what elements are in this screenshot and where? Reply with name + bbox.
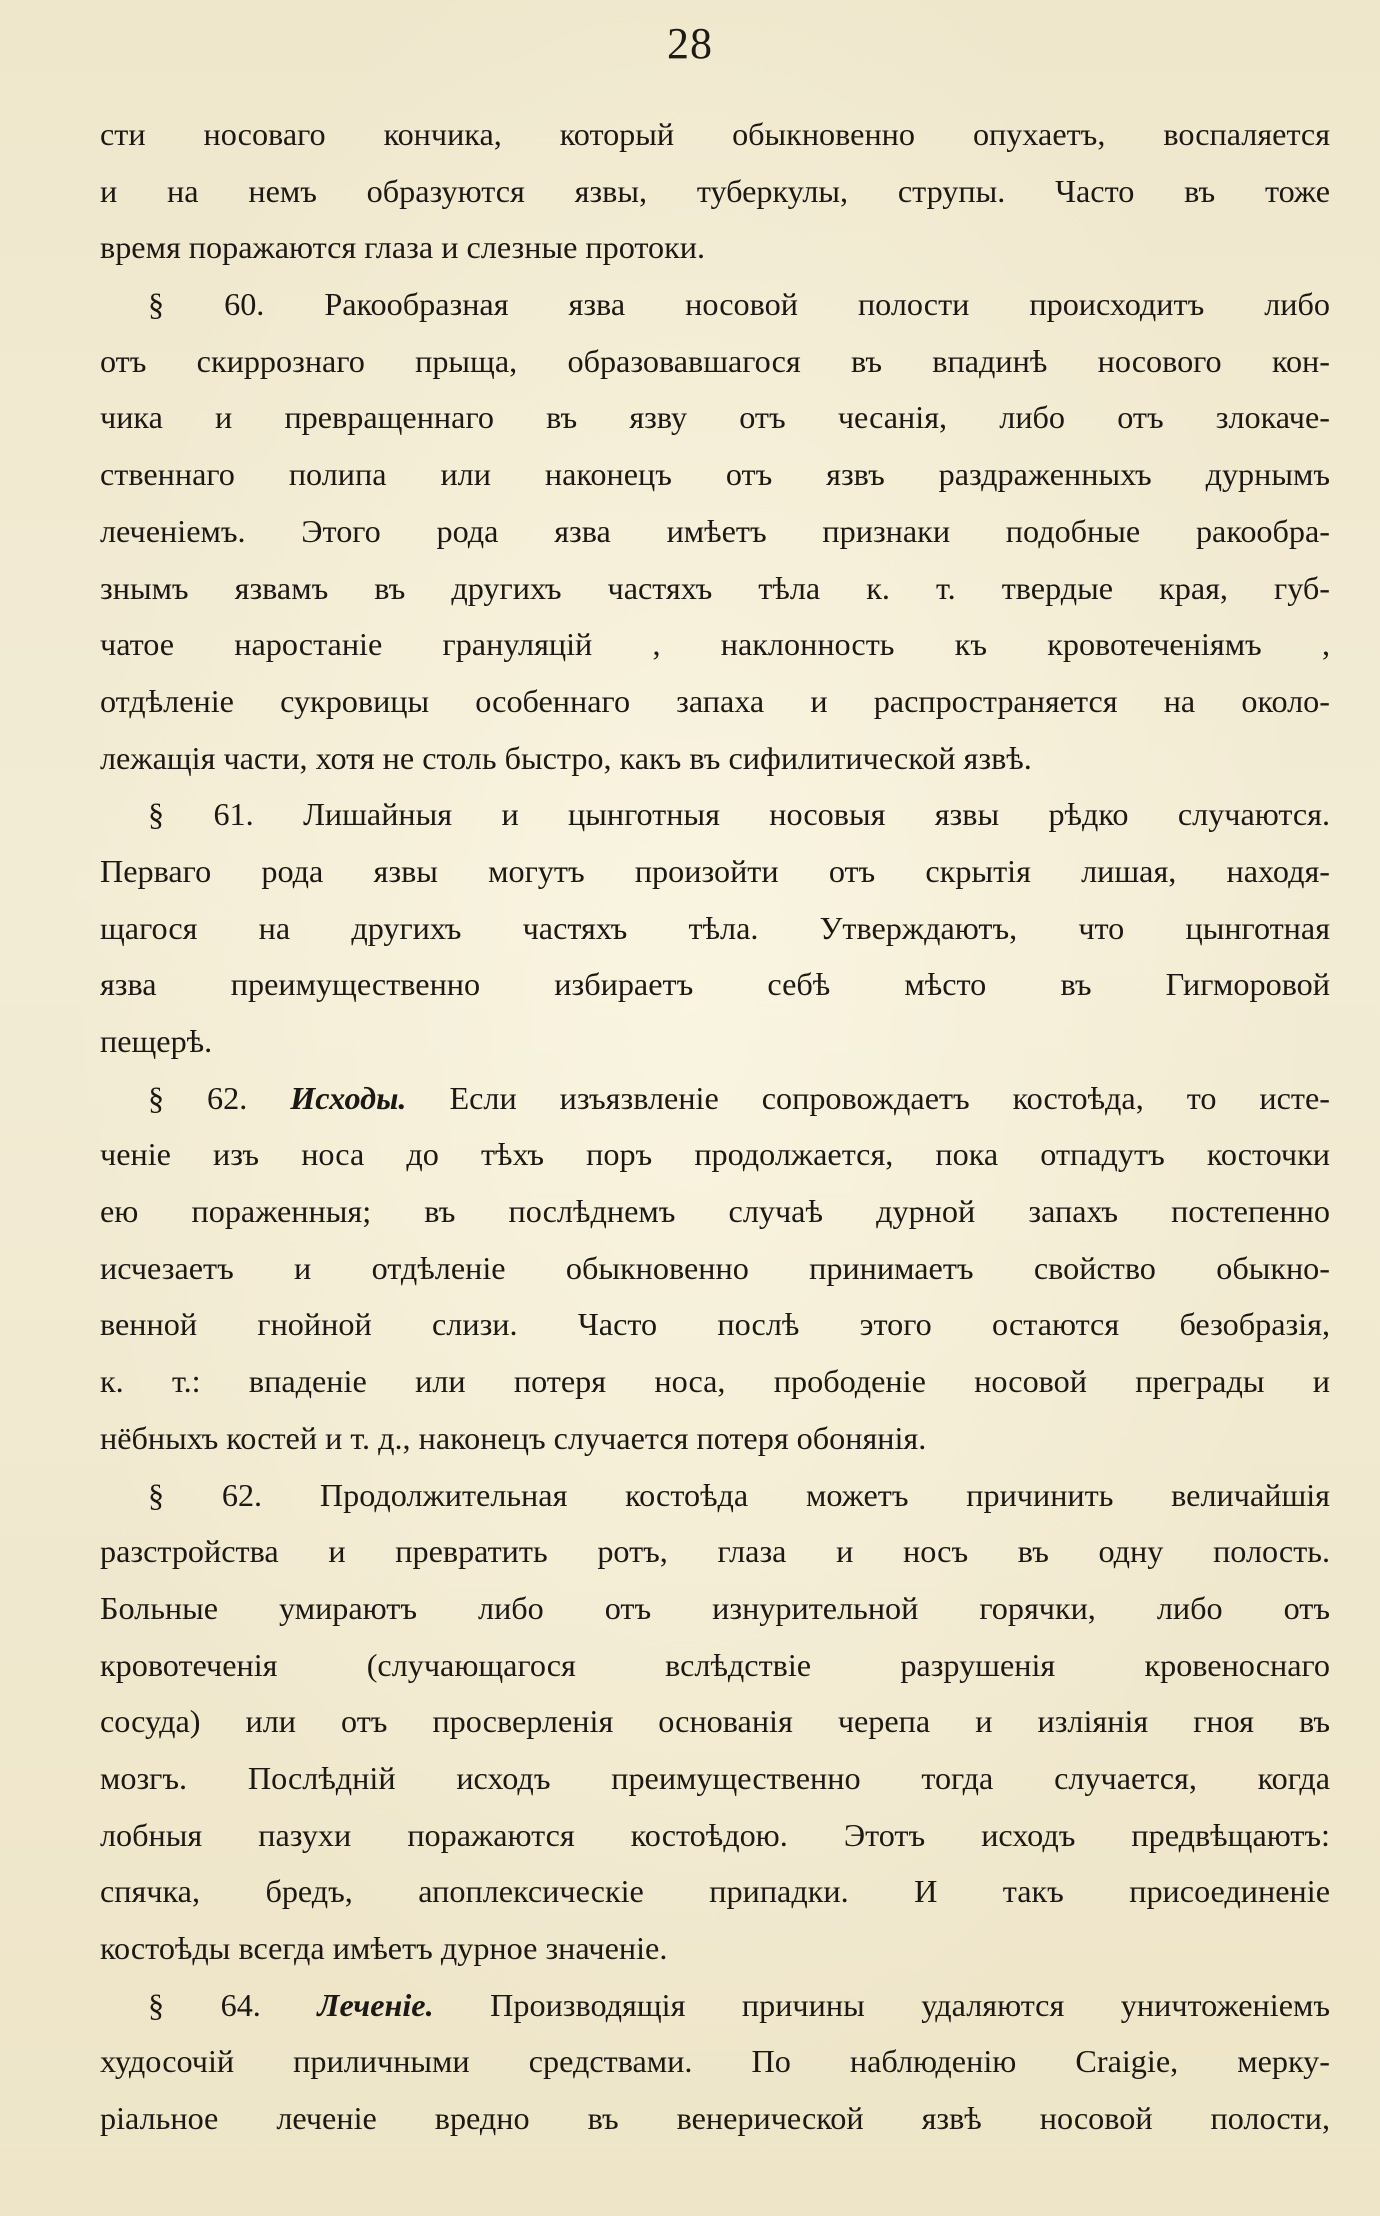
text-span: Лишайныя и цынготныя носовыя язвы рѣдко случаются. — [253, 796, 1330, 833]
page-number: 28 — [667, 19, 713, 68]
text-span: Производящія причины удаляются уничтоженіемъ — [433, 1986, 1330, 2023]
text-line: разстройства и превратить ротъ, глаза и носъ въ одну полость. — [100, 1533, 1330, 1570]
text-line: исчезаетъ и отдѣленіе обыкновенно принимаетъ свойство обыкно- — [100, 1249, 1330, 1286]
text-line: чика и превращеннаго въ язву отъ чесанія, либо отъ злокаче- — [100, 399, 1330, 436]
section-title: Исходы. — [290, 1079, 407, 1116]
paragraph-60-first-line — [100, 276, 1330, 333]
text-line: к. т.: впаденіе или потеря носа, прободеніе носовой преграды и — [100, 1363, 1330, 1400]
text-line: язва преимущественно избираетъ себѣ мѣсто въ Гигморовой — [100, 966, 1330, 1003]
text-line: щагося на другихъ частяхъ тѣла. Утверждаютъ, что цынготная — [100, 909, 1330, 946]
section-number: § 64. — [148, 1986, 261, 2023]
section-number: § 62. — [148, 1476, 263, 1513]
section-number: § 62. — [148, 1079, 248, 1116]
text-line: чатое наростаніе грануляцій , наклонность къ кровотеченіямъ , — [100, 626, 1330, 663]
text-span: Продолжительная костоѣда можетъ причинить величайшія — [262, 1476, 1330, 1513]
text-line: ріальное леченіе вредно въ венерической язвѣ носовой полости, — [100, 2100, 1330, 2137]
text-line: отъ скиррознаго прыща, образовавшагося въ впадинѣ носового кон- — [100, 342, 1330, 379]
text-span: Если изъязвленіе сопровождаетъ костоѣда, то исте- — [406, 1079, 1330, 1116]
text-line: отдѣленіе сукровицы особеннаго запаха и распространяется на около- — [100, 682, 1330, 719]
text-line: венной гнойной слизи. Часто послѣ этого остаются безобразія, — [100, 1306, 1330, 1343]
text-line: и на немъ образуются язвы, туберкулы, струпы. Часто въ тоже — [100, 172, 1330, 209]
section-number: § 60. — [148, 286, 265, 323]
paragraph-62-outcomes-first-line — [100, 1070, 1330, 1127]
text-line: кровотеченія (случающагося вслѣдствіе разрушенія кровеноснаго — [100, 1646, 1330, 1683]
text-line: спячка, бредъ, апоплексическіе припадки. И такъ присоединеніе — [100, 1873, 1330, 1910]
section-title: Леченіе. — [317, 1986, 434, 2023]
text-line: лежащія части, хотя не столь быстро, какъ въ сифилитической язвѣ. — [100, 739, 1032, 776]
text-line: лобныя пазухи поражаются костоѣдою. Этотъ исходъ предвѣщаютъ: — [100, 1816, 1330, 1853]
paragraph-61-first-line — [100, 786, 1330, 843]
text-line: сти носоваго кончика, который обыкновенно опухаетъ, воспаляется — [100, 116, 1330, 152]
text-line: худосочій приличными средствами. По наблюденію Craigie, мерку- — [100, 2043, 1330, 2080]
text-line: сосуда) или отъ просверленія основанія черепа и изліянія гноя въ — [100, 1703, 1330, 1740]
text-line: ею пораженныя; въ послѣднемъ случаѣ дурной запахъ постепенно — [100, 1193, 1330, 1230]
paragraph-64-treatment-first-line — [100, 1977, 1330, 2034]
text-line: пещерѣ. — [100, 1023, 213, 1059]
text-line: нёбныхъ костей и т. д., наконецъ случается потеря обонянія. — [100, 1419, 927, 1456]
text-line: костоѣды всегда имѣетъ дурное значеніе. — [100, 1930, 668, 1966]
text-line: Перваго рода язвы могутъ произойти отъ скрытія лишая, находя- — [100, 852, 1330, 889]
text-line: время поражаются глаза и слезные протоки. — [100, 229, 706, 266]
section-number: § 61. — [148, 796, 254, 833]
text-line: леченіемъ. Этого рода язва имѣетъ признаки подобные ракообра- — [100, 512, 1330, 549]
text-line: мозгъ. Послѣдній исходъ преимущественно тогда случается, когда — [100, 1759, 1330, 1796]
text-span: Ракообразная язва носовой полости происходитъ либо — [264, 286, 1330, 323]
paragraph-62-caries-first-line — [100, 1467, 1330, 1524]
text-line: Больные умираютъ либо отъ изнурительной горячки, либо отъ — [100, 1589, 1330, 1626]
text-line: ственнаго полипа или наконецъ отъ язвъ раздраженныхъ дурнымъ — [100, 456, 1330, 493]
page-body-text — [100, 106, 1330, 2147]
text-line: знымъ язвамъ въ другихъ частяхъ тѣла к. т. твердые края, губ- — [100, 569, 1330, 606]
text-line: ченіе изъ носа до тѣхъ поръ продолжается, пока отпадутъ косточки — [100, 1136, 1330, 1173]
